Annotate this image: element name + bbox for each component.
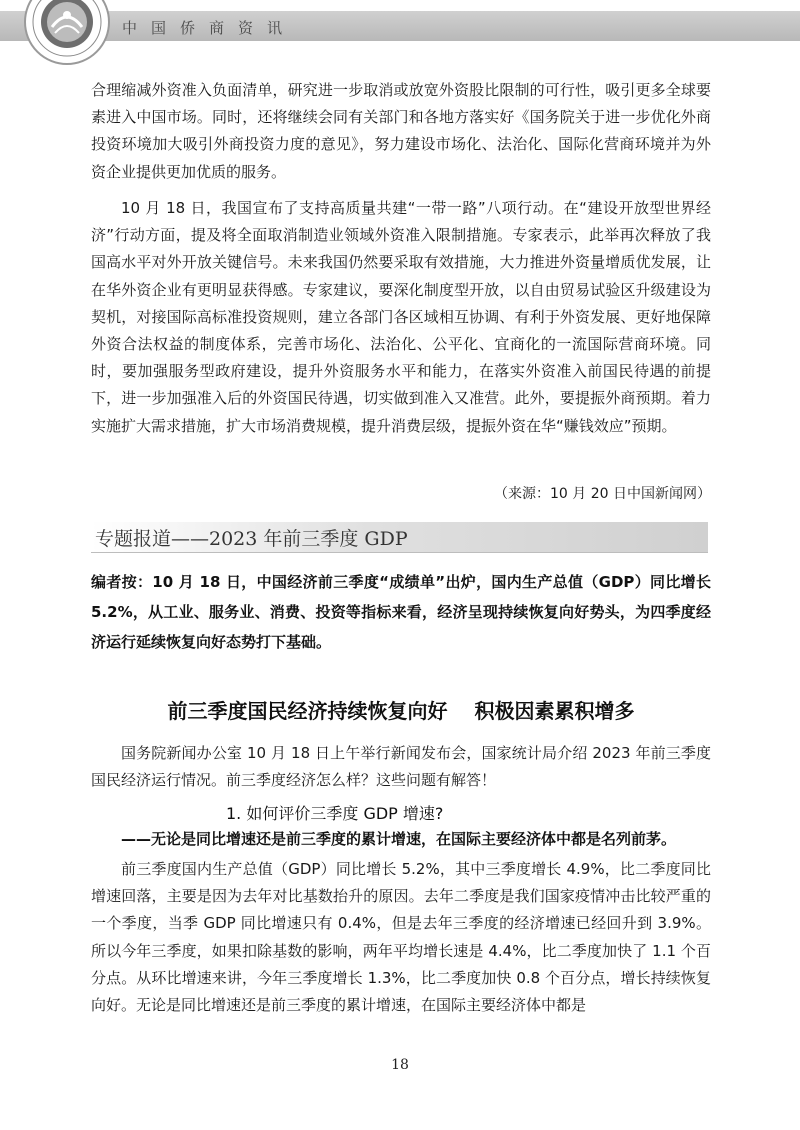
source-citation: （来源：10 月 20 日中国新闻网） xyxy=(494,486,711,502)
header-band xyxy=(0,11,800,41)
top-paragraph: 合理缩减外资准入负面清单，研究进一步取消或放宽外资股比限制的可行性，吸引更多全球要素进入中国市场。同时，还将继续会同有关部门和各地方落实好《国务院关于进一步优化外商投资环境加大吸引外商投资力度的意见》，努力建设市场化、法治化、国际化营商环境并为外资企业提供更加优质的服务。 xyxy=(91,81,711,181)
logo-emblem-icon xyxy=(22,0,112,67)
question-heading: 1. 如何评价三季度 GDP 增速? xyxy=(226,804,444,823)
editor-note: 编者按：10 月 18 日，中国经济前三季度“成绩单”出炉，国内生产总值（GDP）同比增长 5.2%，从工业、服务业、消费、投资等指标来看，经济呈现持续恢复向好势头，为四季度经济运行延续恢复向好态势打下基础。 xyxy=(91,573,711,651)
answer-body: 前三季度国内生产总值（GDP）同比增长 5.2%，其中三季度增长 4.9%，比二季度同比增速回落，主要是因为去年对比基数抬升的原因。去年二季度是我们国家疫情冲击比较严重的一个季度，当季 GDP 同比增速只有 0.4%，但是去年三季度的经济增速已经回升到 3.9%。所以今年三季度，如果扣除基数的影响，两年平均增长速是 4.4%，比二季度加快了 1.1 个百分点。从环比增速来讲，今年三季度增长 1.3%，比二季度加快 0.8 个百分点，增长持续恢复向好。无论是同比增速还是前三季度的累计增速，在国际主要经济体中都是 xyxy=(91,860,711,1015)
section-title: 专题报道——2023 年前三季度 GDP xyxy=(95,528,408,550)
page-number: 18 xyxy=(391,1057,409,1073)
second-paragraph-text: 10 月 18 日，我国宣布了支持高质量共建“一带一路”八项行动。在“建设开放型世界经济”行动方面，提及将全面取消制造业领域外资准入限制措施。专家表示，此举再次释放了我国高水平对外开放关键信号。未来我国仍然要采取有效措施，大力推进外资量增质优发展，让在华外资企业有更明显获得感。专家建议，要深化制度型开放，以自由贸易试验区升级建设为契机，对接国际高标准投资规则，建立各部门各区域相互协调、有利于外资发展、更好地保障外资合法权益的制度体系，完善市场化、法治化、公平化、宜商化的一流国际营商环境。同时，要加强服务型政府建设，提升外资服务水平和能力，在落实外资准入前国民待遇的前提下，进一步加强准入后的外资国民待遇，切实做到准入又准营。此外，要提振外商预期。着力实施扩大需求措施，扩大市场消费规模，提升消费层级，提振外资在华“赚钱效应”预期。 xyxy=(91,199,711,435)
header-title: 中国侨商资讯 xyxy=(122,19,297,37)
article-title: 前三季度国民经济持续恢复向好 积极因素累积增多 xyxy=(167,699,635,723)
answer-heading: ——无论是同比增速还是前三季度的累计增速，在国际主要经济体中都是名列前茅。 xyxy=(121,830,677,848)
second-paragraph xyxy=(91,195,711,440)
article-intro: 国务院新闻办公室 10 月 18 日上午举行新闻发布会，国家统计局介绍 2023 年前三季度国民经济运行情况。前三季度经济怎么样？这些问题有解答！ xyxy=(91,744,711,790)
